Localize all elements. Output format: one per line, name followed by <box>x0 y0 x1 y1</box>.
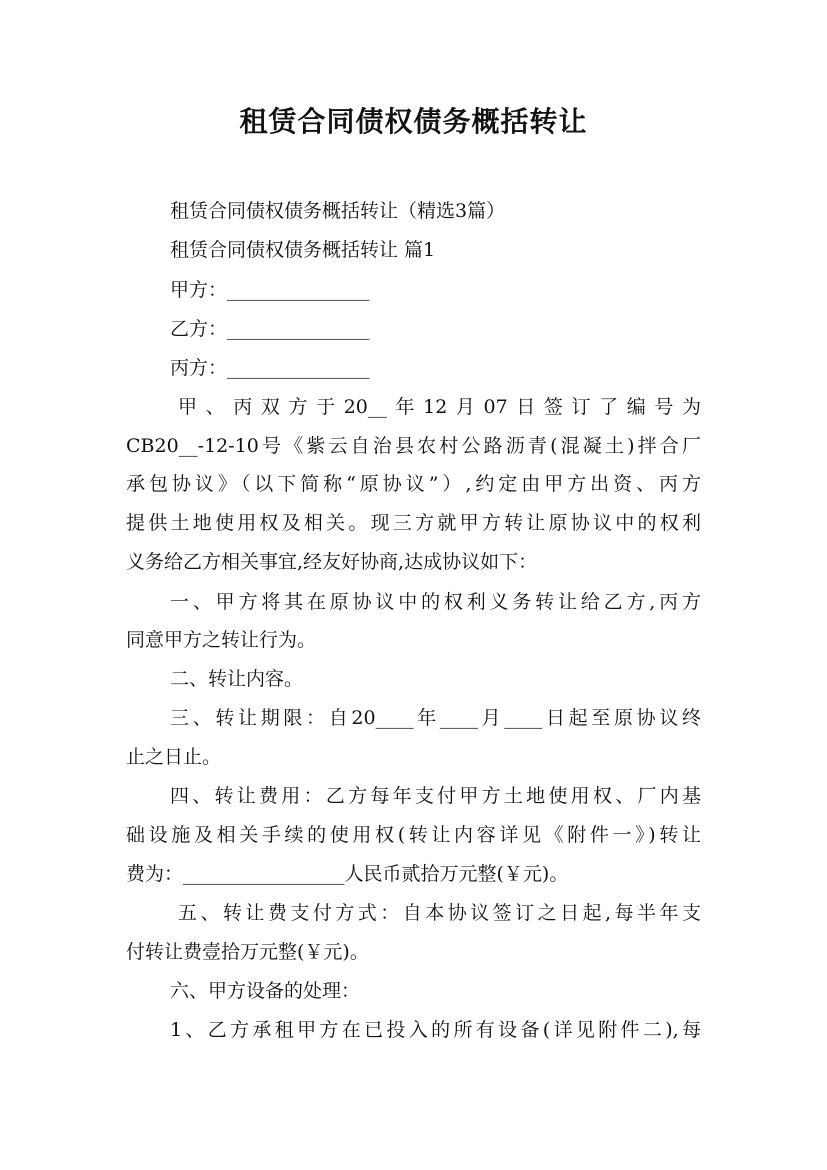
paragraph-line: 提供土地使用权及相关。现三方就甲方转让原协议中的权利 <box>126 512 701 534</box>
party-c-line: 丙方：_______________ <box>170 357 370 379</box>
clause-6-1-line: 1、乙方承租甲方在已投入的所有设备(详见附件二),每 <box>170 1019 701 1041</box>
clause-1-line: 同意甲方之转让行为。 <box>126 629 317 651</box>
clause-2-line: 二、转让内容。 <box>170 668 304 690</box>
clause-5-line: 五、转让费支付方式：自本协议签订之日起,每半年支 <box>178 902 701 924</box>
paragraph-line: 甲、丙双方于20__年12月07日签订了编号为 <box>178 396 701 418</box>
section-heading: 租赁合同债权债务概括转让 篇1 <box>170 239 436 261</box>
paragraph-line: 承包协议》（以下简称“原协议”）,约定由甲方出资、丙方 <box>126 473 701 495</box>
party-a-line: 甲方：_______________ <box>170 279 370 301</box>
clause-6-line: 六、甲方设备的处理： <box>170 980 361 1002</box>
party-b-line: 乙方：_______________ <box>170 318 370 340</box>
clause-4-line: 费为：_________________人民币贰拾万元整(￥元)。 <box>126 863 569 885</box>
clause-3-line: 三、转让期限：自20____年____月____日起至原协议终 <box>170 707 701 729</box>
clause-1-line: 一、甲方将其在原协议中的权利义务转让给乙方,丙方 <box>170 591 701 613</box>
paragraph-line: CB20__-12-10号《紫云自治县农村公路沥青(混凝土)拌合厂 <box>126 435 701 457</box>
paragraph-line: 义务给乙方相关事宜,经友好协商,达成协议如下： <box>126 551 538 573</box>
subtitle-line: 租赁合同债权债务概括转让（精选3篇） <box>170 200 506 222</box>
document-title: 租赁合同债权债务概括转让 <box>239 105 588 138</box>
clause-4-line: 础设施及相关手续的使用权(转让内容详见《附件一》)转让 <box>126 824 701 846</box>
clause-5-line: 付转让费壹拾万元整(￥元)。 <box>126 941 369 963</box>
clause-4-line: 四、转让费用：乙方每年支付甲方土地使用权、厂内基 <box>170 785 701 807</box>
clause-3-line: 止之日止。 <box>126 746 222 768</box>
